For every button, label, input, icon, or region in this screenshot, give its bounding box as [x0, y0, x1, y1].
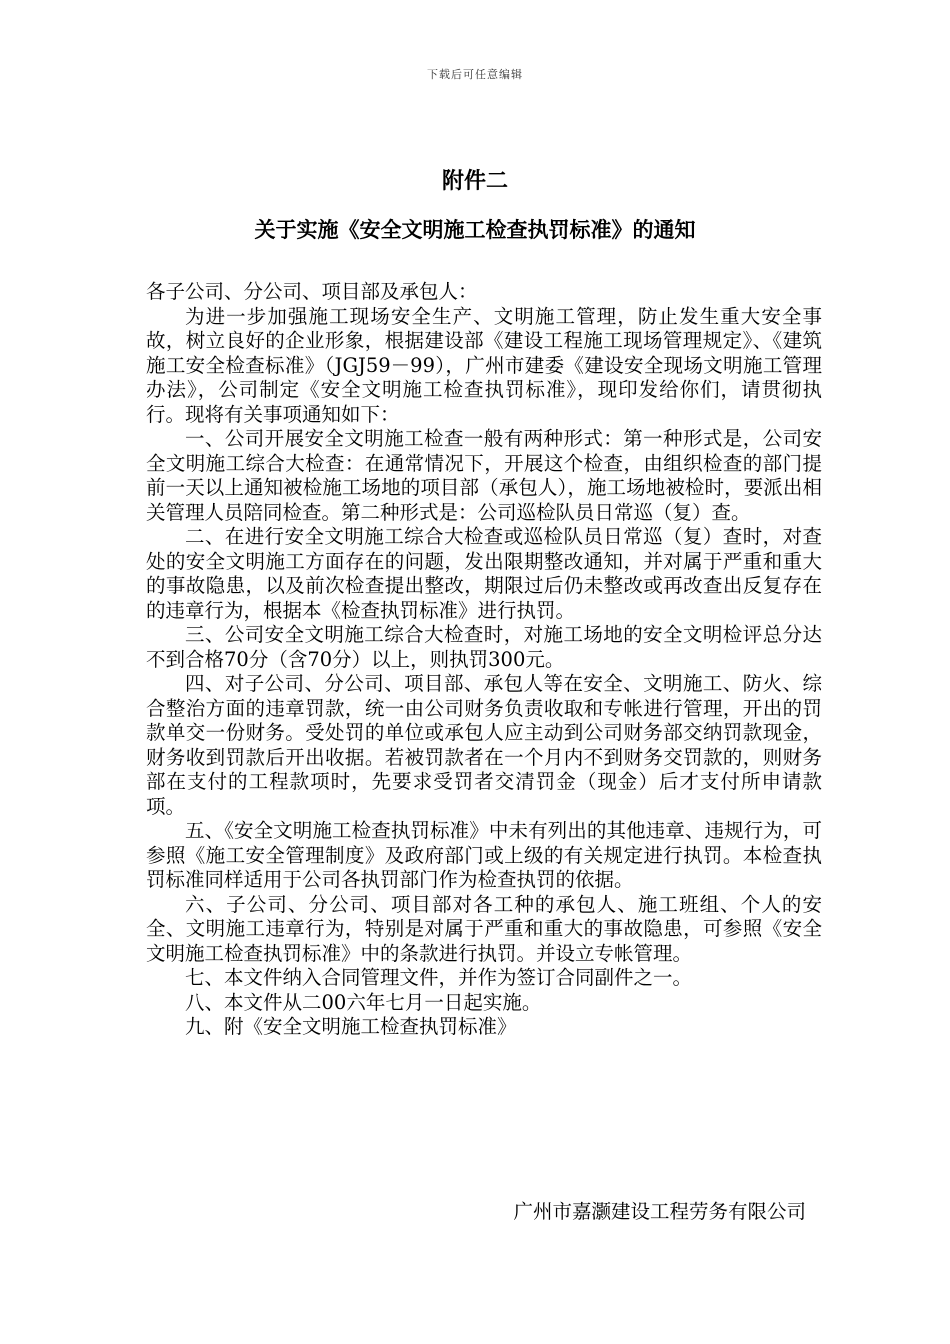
paragraph-item-5: 五、《安全文明施工检查执罚标准》中未有列出的其他违章、违规行为，可参照《施工安全管理制度》及政府部门或上级的有关规定进行执罚。本检查执罚标准同样适用于公司各执罚部门作为检查执罚的依据。	[146, 819, 822, 891]
header-note: 下载后可任意编辑	[427, 68, 523, 81]
paragraph-intro: 为进一步加强施工现场安全生产、文明施工管理，防止发生重大安全事故，树立良好的企业形象，根据建设部《建设工程施工现场管理规定》、《建筑施工安全检查标准》（JGJ59－99），广州市建委《建设安全现场文明施工管理办法》，公司制定《安全文明施工检查执罚标准》，现印发给你们，请贯彻执行。现将有关事项通知如下：	[146, 304, 822, 426]
salutation: 各子公司、分公司、项目部及承包人：	[146, 280, 478, 303]
paragraph-item-3: 三、公司安全文明施工综合大检查时，对施工场地的安全文明检评总分达不到合格70分（含70分）以上，则执罚300元。	[146, 623, 822, 671]
paragraph-item-9: 九、附《安全文明施工检查执罚标准》	[185, 1015, 517, 1038]
paragraph-item-4: 四、对子公司、分公司、项目部、承包人等在安全、文明施工、防火、综合整治方面的违章罚款，统一由公司财务负责收取和专帐进行管理，开出的罚款单交一份财务。受处罚的单位或承包人应主动到公司财务部交纳罚款现金，财务收到罚款后开出收据。若被罚款者在一个月内不到财务交罚款的，则财务部在支付的工程款项时，先要求受罚者交清罚金（现金）后才支付所申请款项。	[146, 672, 822, 818]
document-body	[146, 280, 822, 1040]
paragraph-item-7: 七、本文件纳入合同管理文件，并作为签订合同副件之一。	[185, 966, 693, 989]
paragraph-item-1: 一、公司开展安全文明施工检查一般有两种形式：第一种形式是，公司安全文明施工综合大检查：在通常情况下，开展这个检查，由组织检查的部门提前一天以上通知被检施工场地的项目部（承包人），施工场地被检时，要派出相关管理人员陪同检查。第二种形式是：公司巡检队员日常巡（复）查。	[146, 427, 822, 524]
paragraph-item-2: 二、在进行安全文明施工综合大检查或巡检队员日常巡（复）查时，对查处的安全文明施工方面存在的问题，发出限期整改通知，并对属于严重和重大的事故隐患，以及前次检查提出整改，期限过后仍未整改或再改查出反复存在的违章行为，根据本《检查执罚标准》进行执罚。	[146, 525, 822, 622]
signature-company: 广州市嘉灏建设工程劳务有限公司	[513, 1200, 806, 1223]
paragraph-item-6: 六、子公司、分公司、项目部对各工种的承包人、施工班组、个人的安全、文明施工违章行为，特别是对属于严重和重大的事故隐患，可参照《安全文明施工检查执罚标准》中的条款进行执罚。并设立专帐管理。	[146, 892, 822, 965]
document-title: 附件二	[441, 168, 508, 194]
paragraph-item-8: 八、本文件从二00六年七月一日起实施。	[185, 990, 542, 1014]
document-subtitle: 关于实施《安全文明施工检查执罚标准》的通知	[254, 217, 696, 242]
